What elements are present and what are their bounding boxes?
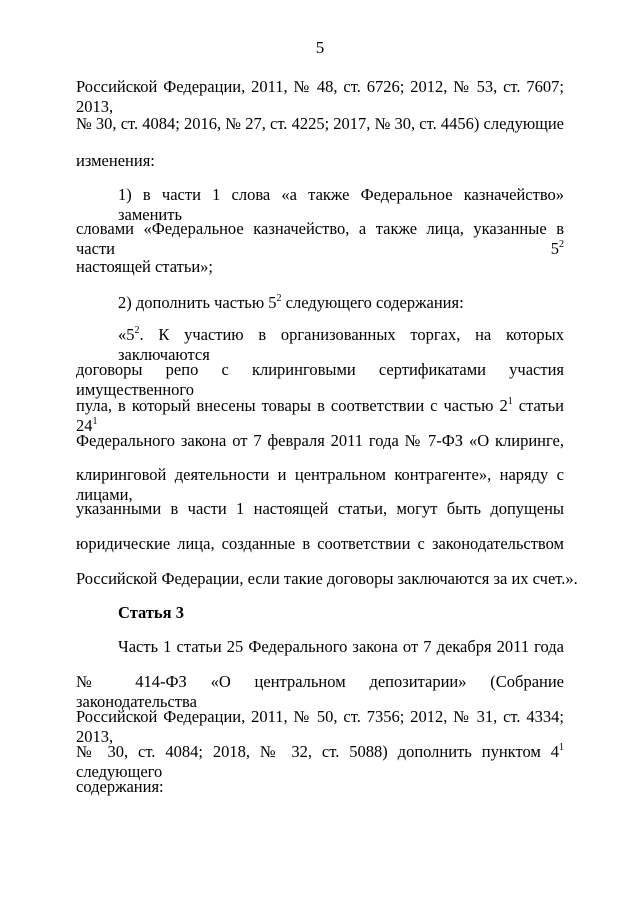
article-line: Часть 1 статьи 25 Федерального закона от 7 декабря 2011 года — [118, 637, 564, 656]
item-1-line: 1) в части 1 слова «а также Федеральное казначейство» заменить — [118, 185, 564, 224]
item-1-line: словами «Федеральное казначейство, а также лица, указанные в части $5^2$ — [76, 219, 564, 258]
quote-line: пула, в который внесены товары в соответствии с частью $2^1$ статьи $24^1$ — [76, 395, 564, 435]
article-heading: Статья 3 — [118, 603, 184, 622]
article-line: № 414-ФЗ «О центральном депозитарии» (Собрание законодательства — [76, 672, 564, 711]
quote-line: договоры репо с клиринговыми сертификатами участия имущественного — [76, 360, 564, 399]
article-line: содержания: — [76, 777, 164, 796]
text-line: изменения: — [76, 151, 155, 170]
quote-line: указанными в части 1 настоящей статьи, могут быть допущены — [76, 499, 564, 518]
article-line: № 30, ст. 4084; 2018, № 32, ст. 5088) дополнить пунктом $4^1$ следующего — [76, 741, 564, 781]
quote-line: Российской Федерации, если такие договоры заключаются за их счет.». — [76, 569, 578, 588]
text-line: Российской Федерации, 2011, № 48, ст. 6726; 2012, № 53, ст. 7607; 2013, — [76, 77, 564, 116]
quote-line: юридические лица, созданные в соответствии с законодательством — [76, 534, 564, 553]
quote-line: «$5^2$. К участию в организованных торгах, на которых заключаются — [118, 324, 564, 364]
article-line: Российской Федерации, 2011, № 50, ст. 7356; 2012, № 31, ст. 4334; 2013, — [76, 707, 564, 746]
quote-line: клиринговой деятельности и центральном контрагенте», наряду с лицами, — [76, 465, 564, 504]
item-2-line: 2) дополнить частью $5^2$ следующего содержания: — [118, 292, 464, 312]
item-1-line: настоящей статьи»; — [76, 257, 214, 276]
quote-line: Федерального закона от 7 февраля 2011 года № 7-ФЗ «О клиринге, — [76, 431, 564, 450]
text-line: № 30, ст. 4084; 2016, № 27, ст. 4225; 2017, № 30, ст. 4456) следующие — [76, 114, 564, 133]
page-number: 5 — [315, 38, 325, 57]
